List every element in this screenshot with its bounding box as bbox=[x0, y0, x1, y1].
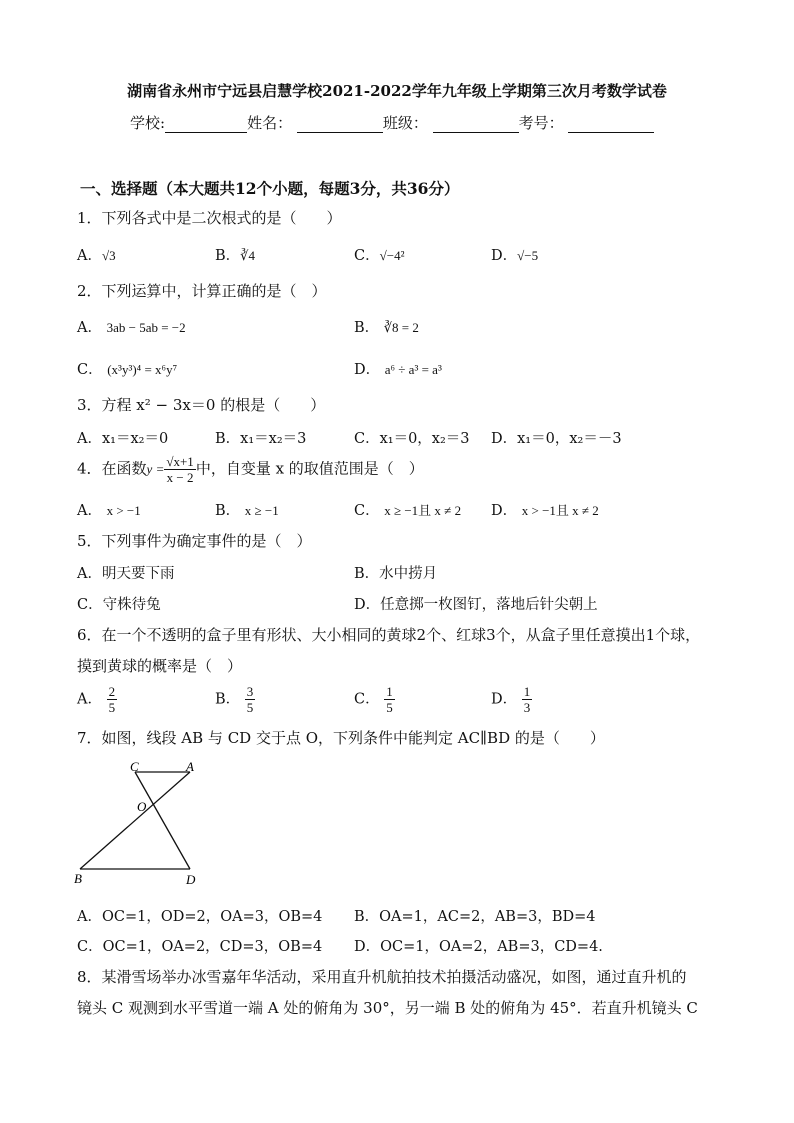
q1-option-d: D．√−5 bbox=[491, 248, 539, 264]
q1-option-a: A．√3 bbox=[77, 248, 116, 264]
q5-option-b: B．水中捞月 bbox=[354, 566, 438, 582]
q4-fraction: $\frac{√x+1}{x - 2}$ bbox=[166, 454, 194, 485]
class-field[interactable] bbox=[433, 116, 519, 133]
q4-option-d: D． x > −1且 x ≠ 2 bbox=[491, 503, 599, 519]
section-title: 一、选择题（本大题共12个小题，每题3分，共36分） bbox=[80, 179, 460, 198]
q3-option-d: D．x₁＝0，x₂＝－3 bbox=[491, 431, 622, 447]
q3-option-c: C．x₁＝0，x₂＝3 bbox=[354, 431, 470, 447]
q4-stem: 4．在函数y = $\frac{√x+1}{x - 2}$ 中，自变量 x 的取值范围是（ ） bbox=[77, 454, 424, 485]
q1-stem: 1．下列各式中是二次根式的是（ ） bbox=[77, 209, 342, 227]
q3-stem: 3．方程 x² − 3x＝0 的根是（ ） bbox=[77, 396, 326, 414]
class-label: 班级： bbox=[382, 114, 428, 132]
id-label: 考号： bbox=[518, 114, 564, 132]
q7-option-a: A．OC=1，OD=2，OA=3，OB=4 bbox=[77, 909, 323, 925]
q8-line2: 镜头 C 观测到水平雪道一端 A 处的俯角为 30°，另一端 B 处的俯角为 45°．若直升机镜头 C bbox=[77, 999, 698, 1017]
q6-option-b: B． $\frac{3}{5}$ bbox=[215, 684, 254, 715]
q8-line1: 8．某滑雪场举办冰雪嘉年华活动，采用直升机航拍技术拍摄活动盛况，如图，通过直升机的 bbox=[77, 968, 687, 986]
q5-stem: 5．下列事件为确定事件的是（ ） bbox=[77, 532, 312, 550]
name-field[interactable] bbox=[297, 116, 383, 133]
segment-ab bbox=[80, 772, 190, 869]
segment-cd bbox=[135, 772, 190, 869]
q6-stem-line2: 摸到黄球的概率是（ ） bbox=[77, 657, 243, 675]
q6-option-a: A． $\frac{2}{5}$ bbox=[77, 684, 116, 715]
name-label: 姓名： bbox=[247, 114, 293, 132]
q7-option-c: C．OC=1，OA=2，CD=3，OB=4 bbox=[77, 939, 323, 955]
q6-option-d: D． $\frac{1}{3}$ bbox=[491, 684, 531, 715]
q3-option-b: B．x₁＝x₂＝3 bbox=[215, 431, 307, 447]
q2-option-d: D． a⁶ ÷ a³ = a³ bbox=[354, 362, 442, 378]
student-info-line bbox=[130, 112, 654, 133]
q5-option-c: C．守株待兔 bbox=[77, 597, 161, 613]
q4-option-a: A． x > −1 bbox=[77, 503, 141, 519]
label-a: A bbox=[186, 759, 194, 774]
q3-option-a: A．x₁＝x₂＝0 bbox=[77, 431, 169, 447]
label-o: O bbox=[137, 799, 147, 814]
label-d: D bbox=[186, 872, 196, 887]
q1-option-b: B．∛4 bbox=[215, 248, 255, 264]
label-c: C bbox=[130, 759, 139, 774]
exam-title: 湖南省永州市宁远县启慧学校2021-2022学年九年级上学期第三次月考数学试卷 bbox=[127, 82, 667, 100]
q7-stem: 7．如图，线段 AB 与 CD 交于点 O，下列条件中能判定 AC∥BD 的是（ ） bbox=[77, 729, 605, 747]
label-b: B bbox=[74, 871, 82, 886]
school-label: 学校: bbox=[130, 114, 166, 132]
q4-option-c: C． x ≥ −1且 x ≠ 2 bbox=[354, 503, 462, 519]
q6-stem-line1: 6．在一个不透明的盒子里有形状、大小相同的黄球2个、红球3个，从盒子里任意摸出1个球， bbox=[77, 626, 701, 644]
id-field[interactable] bbox=[568, 116, 654, 133]
q5-option-a: A．明天要下雨 bbox=[77, 566, 175, 582]
q2-option-a: A． 3ab − 5ab = −2 bbox=[77, 320, 186, 336]
q2-stem: 2．下列运算中，计算正确的是（ ） bbox=[77, 282, 327, 300]
q7-option-d: D．OC=1，OA=2，AB=3，CD=4. bbox=[354, 939, 603, 955]
q2-option-b: B． ∛8 = 2 bbox=[354, 320, 419, 336]
q4-option-b: B． x ≥ −1 bbox=[215, 503, 279, 519]
q7-figure bbox=[70, 755, 210, 890]
school-field[interactable] bbox=[165, 116, 247, 133]
q7-option-b: B．OA=1，AC=2，AB=3，BD=4 bbox=[354, 909, 596, 925]
q2-option-c: C． (x³y³)⁴ = x⁶y⁷ bbox=[77, 362, 178, 378]
q1-option-c: C．√−4² bbox=[354, 248, 405, 264]
q6-option-c: C． $\frac{1}{5}$ bbox=[354, 684, 393, 715]
q5-option-d: D．任意掷一枚图钉，落地后针尖朝上 bbox=[354, 597, 598, 613]
